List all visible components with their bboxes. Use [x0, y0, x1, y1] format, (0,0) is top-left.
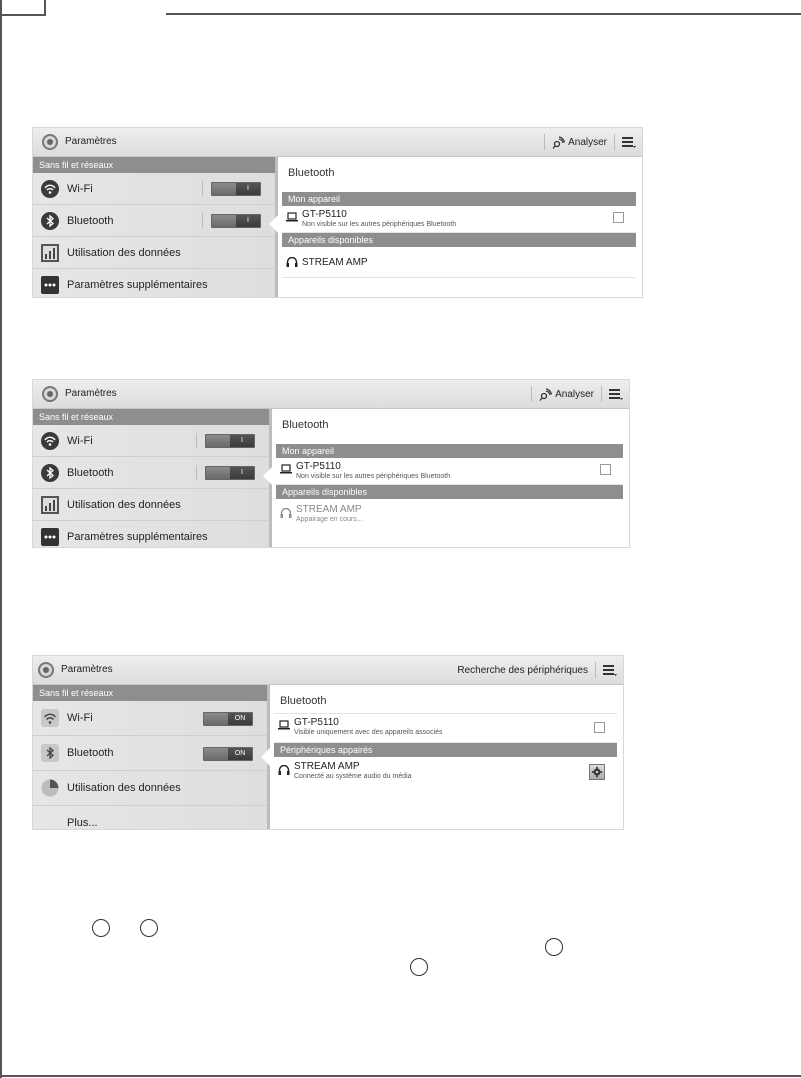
selection-pointer [269, 215, 278, 233]
device-name: GT-P5110 [294, 717, 339, 728]
laptop-icon [286, 212, 298, 222]
sidebar-item-more-settings[interactable] [33, 521, 269, 548]
search-devices-button[interactable]: Recherche des périphériques [457, 664, 588, 676]
panel-title: Bluetooth [280, 695, 327, 707]
more-dots-icon [41, 276, 59, 294]
sidebar-item-data-usage[interactable] [33, 237, 275, 269]
page-frame-top [166, 13, 801, 15]
available-device-row[interactable] [282, 247, 636, 278]
settings-gear-icon [37, 661, 55, 679]
device-name: STREAM AMP [296, 504, 362, 515]
device-settings-button[interactable] [589, 764, 605, 780]
more-dots-icon [41, 528, 59, 546]
sidebar-item-label: Wi-Fi [67, 182, 93, 195]
screenshot-3 [32, 655, 624, 830]
sidebar-item-data-usage[interactable] [33, 771, 267, 806]
bluetooth-toggle[interactable] [211, 214, 261, 228]
laptop-icon [278, 720, 290, 730]
bluetooth-icon [41, 464, 59, 482]
overflow-menu-icon[interactable] [609, 388, 623, 400]
scan-button[interactable]: Analyser [555, 388, 594, 400]
section-header-wireless: Sans fil et réseaux [33, 409, 269, 425]
bluetooth-detail-panel [270, 685, 623, 829]
panel-title: Bluetooth [282, 419, 329, 431]
sidebar-item-wifi[interactable] [33, 425, 269, 457]
section-header-wireless: Sans fil et réseaux [33, 157, 275, 173]
sidebar-item-wifi[interactable] [33, 173, 275, 205]
scan-button[interactable]: Analyser [568, 136, 607, 148]
my-device-row[interactable] [276, 458, 623, 485]
sidebar-item-label: Utilisation des données [67, 246, 181, 259]
device-name: STREAM AMP [294, 761, 360, 772]
visibility-checkbox[interactable] [613, 212, 624, 223]
sidebar-item-more[interactable] [33, 806, 267, 830]
sidebar-item-label: Paramètres supplémentaires [67, 530, 208, 543]
section-header-my-device: Mon appareil [276, 444, 623, 458]
device-visibility-text: Non visible sur les autres périphériques Bluetooth [302, 221, 457, 228]
app-title: Paramètres [65, 136, 117, 147]
toggle-thumb: I [230, 435, 254, 447]
connection-status-text: Connecté au système audio du média [294, 773, 412, 780]
section-header-paired: Périphériques appairés [274, 743, 617, 757]
section-header-available: Appareils disponibles [276, 485, 623, 499]
screenshot-2 [32, 379, 630, 548]
sidebar-item-label: Bluetooth [67, 747, 114, 759]
scan-icon[interactable] [552, 136, 565, 149]
app-title: Paramètres [61, 664, 113, 675]
pairing-status-text: Appairage en cours... [296, 516, 363, 523]
laptop-icon [280, 464, 292, 474]
sidebar-item-label: Bluetooth [67, 466, 114, 479]
section-header-my-device: Mon appareil [282, 192, 636, 206]
wifi-icon [41, 180, 59, 198]
sidebar-item-label: Wi-Fi [67, 712, 93, 724]
settings-left-panel [33, 409, 272, 547]
toggle-thumb: I [236, 183, 260, 195]
device-visibility-text: Non visible sur les autres périphériques Bluetooth [296, 473, 451, 480]
bluetooth-detail-panel [278, 157, 642, 297]
data-usage-chart-icon [41, 496, 59, 514]
sidebar-item-wifi[interactable] [33, 701, 267, 736]
wifi-icon [41, 432, 59, 450]
sidebar-item-label: Paramètres supplémentaires [67, 278, 208, 291]
wifi-toggle[interactable] [211, 182, 261, 196]
device-name: GT-P5110 [302, 209, 347, 220]
selection-pointer [263, 467, 272, 485]
device-name: GT-P5110 [296, 461, 341, 472]
toggle-thumb: ON [228, 748, 252, 760]
sidebar-item-label: Bluetooth [67, 214, 114, 227]
sidebar-item-label: Utilisation des données [67, 782, 181, 794]
settings-left-panel [33, 685, 270, 829]
overflow-menu-icon[interactable] [603, 664, 617, 676]
panel-title: Bluetooth [288, 167, 335, 179]
wifi-toggle[interactable] [205, 434, 255, 448]
bluetooth-icon [41, 744, 59, 762]
device-visibility-text: Visible uniquement avec des appareils associés [294, 729, 443, 736]
sidebar-item-bluetooth[interactable] [33, 205, 275, 237]
sidebar-item-data-usage[interactable] [33, 489, 269, 521]
data-usage-chart-icon [41, 244, 59, 262]
settings-gear-icon [41, 133, 59, 151]
step-marker-circle [545, 938, 563, 956]
data-usage-pie-icon [41, 779, 59, 797]
wifi-toggle[interactable] [203, 712, 253, 726]
available-device-row[interactable] [276, 499, 623, 529]
toggle-thumb: I [236, 215, 260, 227]
step-marker-circle [410, 958, 428, 976]
visibility-checkbox[interactable] [594, 722, 605, 733]
my-device-row[interactable] [274, 713, 617, 743]
page-frame-tab [0, 0, 46, 16]
device-name: STREAM AMP [302, 257, 368, 268]
more-spacer [41, 814, 59, 830]
page-frame-left [0, 0, 2, 1078]
step-marker-circle [140, 919, 158, 937]
section-header-wireless: Sans fil et réseaux [33, 685, 267, 701]
sidebar-item-label: Utilisation des données [67, 498, 181, 511]
sidebar-item-more-settings[interactable] [33, 269, 275, 298]
my-device-row[interactable] [282, 206, 636, 233]
page-frame-bottom [0, 1075, 801, 1077]
headphones-icon [280, 508, 292, 518]
action-bar [33, 656, 623, 685]
visibility-checkbox[interactable] [600, 464, 611, 475]
toggle-thumb: I [230, 467, 254, 479]
bluetooth-detail-panel [272, 409, 629, 547]
overflow-menu-icon[interactable] [622, 136, 636, 148]
gear-icon [590, 765, 604, 779]
action-bar [33, 380, 629, 409]
action-bar [33, 128, 642, 157]
app-title: Paramètres [65, 388, 117, 399]
settings-left-panel [33, 157, 278, 297]
selection-pointer [261, 748, 270, 766]
scan-icon[interactable] [539, 388, 552, 401]
paired-device-row[interactable] [274, 757, 617, 787]
sidebar-item-label: Wi-Fi [67, 434, 93, 447]
headphones-icon [278, 765, 290, 775]
section-header-available: Appareils disponibles [282, 233, 636, 247]
sidebar-item-bluetooth[interactable] [33, 457, 269, 489]
settings-gear-icon [41, 385, 59, 403]
step-marker-circle [92, 919, 110, 937]
wifi-icon [41, 709, 59, 727]
bluetooth-toggle[interactable] [203, 747, 253, 761]
bluetooth-toggle[interactable] [205, 466, 255, 480]
toggle-thumb: ON [228, 713, 252, 725]
sidebar-item-label: Plus... [67, 817, 98, 829]
screenshot-1 [32, 127, 643, 298]
bluetooth-icon [41, 212, 59, 230]
headphones-icon [286, 257, 298, 267]
sidebar-item-bluetooth[interactable] [33, 736, 267, 771]
